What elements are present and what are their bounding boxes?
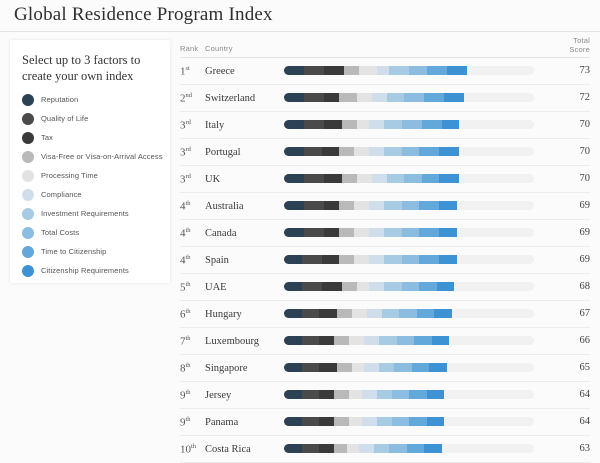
bar-segment — [342, 282, 357, 291]
bar-segment — [382, 309, 400, 318]
bar-segment — [439, 174, 459, 183]
legend-swatch-icon — [22, 189, 34, 201]
bar-segment — [354, 201, 369, 210]
bar-segment — [352, 363, 365, 372]
legend-swatch-icon — [22, 151, 34, 163]
bar-segment — [409, 390, 427, 399]
table-row[interactable] — [180, 85, 590, 112]
row-rank — [180, 389, 191, 402]
bar-segment — [337, 309, 352, 318]
row-rank-number: 3 — [180, 119, 186, 132]
legend-item-label: Visa-Free or Visa-on-Arrival Access — [41, 152, 163, 161]
legend-item-label: Investment Requirements — [41, 209, 129, 218]
bar-segment — [339, 228, 354, 237]
legend-item-label: Processing Time — [41, 171, 98, 180]
row-rank — [180, 308, 191, 321]
factor-selector-panel[interactable] — [10, 40, 170, 283]
row-total-score: 72 — [579, 92, 590, 103]
row-rank — [180, 335, 191, 348]
row-rank-number: 3 — [180, 173, 186, 186]
legend-item[interactable] — [22, 223, 162, 242]
table-row[interactable] — [180, 274, 590, 301]
table-row[interactable] — [180, 409, 590, 436]
legend-item-label: Compliance — [41, 190, 82, 199]
row-rank-suffix: th — [191, 443, 197, 450]
legend-item-label: Citizenship Requirements — [41, 266, 129, 275]
row-rank-number: 10 — [180, 443, 191, 456]
legend-swatch-icon — [22, 94, 34, 106]
bar-segment — [302, 309, 320, 318]
legend-swatch-icon — [22, 208, 34, 220]
legend-item[interactable] — [22, 261, 162, 280]
bar-segment — [334, 390, 349, 399]
bar-segment — [424, 444, 442, 453]
row-score-bar — [284, 444, 534, 453]
legend-item[interactable] — [22, 128, 162, 147]
row-score-bar — [284, 255, 534, 264]
row-score-bar — [284, 66, 534, 75]
row-rank-number: 6 — [180, 308, 186, 321]
bar-segment — [402, 282, 420, 291]
bar-segment — [377, 66, 390, 75]
bar-segment — [362, 417, 377, 426]
bar-segment — [404, 174, 422, 183]
row-total-score: 69 — [579, 227, 590, 238]
table-row[interactable] — [180, 328, 590, 355]
bar-segment — [439, 228, 457, 237]
legend-swatch-icon — [22, 227, 34, 239]
bar-segment — [324, 93, 339, 102]
row-score-bar — [284, 336, 534, 345]
factor-legend-list[interactable] — [22, 90, 162, 280]
row-rank-suffix: th — [185, 254, 191, 261]
row-country: Italy — [205, 120, 225, 131]
bar-segment — [349, 336, 364, 345]
table-row[interactable] — [180, 58, 590, 85]
row-rank-number: 4 — [180, 200, 186, 213]
bar-segment — [362, 390, 377, 399]
ranking-table — [180, 36, 590, 463]
row-rank — [180, 119, 191, 132]
row-rank — [180, 254, 191, 267]
bar-segment — [319, 363, 337, 372]
legend-swatch-icon — [22, 113, 34, 125]
row-rank-number: 4 — [180, 227, 186, 240]
bar-segment — [439, 147, 459, 156]
row-country: Hungary — [205, 309, 242, 320]
row-total-score: 68 — [579, 281, 590, 292]
row-country: Australia — [205, 201, 244, 212]
bar-segment — [284, 390, 302, 399]
row-rank — [180, 65, 190, 78]
row-rank-suffix: th — [185, 200, 191, 207]
row-total-score: 70 — [579, 119, 590, 130]
row-country: UAE — [205, 282, 227, 293]
row-score-bar — [284, 228, 534, 237]
row-rank-number: 9 — [180, 389, 186, 402]
bar-segment — [369, 228, 384, 237]
bar-segment — [359, 66, 377, 75]
bar-segment — [402, 228, 420, 237]
table-row[interactable] — [180, 166, 590, 193]
bar-segment — [404, 93, 424, 102]
legend-item-label: Quality of Life — [41, 114, 89, 123]
bar-segment — [402, 147, 420, 156]
bar-segment — [319, 309, 337, 318]
row-country: Jersey — [205, 390, 232, 401]
table-body — [180, 58, 590, 463]
bar-segment — [304, 228, 324, 237]
row-country: Panama — [205, 417, 239, 428]
bar-segment — [324, 120, 342, 129]
bar-segment — [339, 201, 354, 210]
bar-segment — [402, 201, 420, 210]
bar-segment — [409, 417, 427, 426]
legend-swatch-icon — [22, 246, 34, 258]
bar-segment — [359, 444, 374, 453]
row-rank — [180, 92, 192, 105]
bar-segment — [439, 255, 457, 264]
bar-segment — [349, 390, 362, 399]
bar-segment — [284, 282, 302, 291]
bar-segment — [417, 309, 435, 318]
legend-item-label: Tax — [41, 133, 53, 142]
bar-segment — [369, 120, 384, 129]
row-rank-number: 3 — [180, 146, 186, 159]
bar-segment — [284, 309, 302, 318]
bar-segment — [334, 444, 347, 453]
bar-segment — [284, 417, 302, 426]
bar-segment — [384, 120, 402, 129]
legend-item[interactable] — [22, 109, 162, 128]
bar-segment — [384, 201, 402, 210]
bar-segment — [357, 174, 372, 183]
row-total-score: 70 — [579, 173, 590, 184]
bar-segment — [357, 120, 370, 129]
legend-item[interactable] — [22, 90, 162, 109]
bar-segment — [442, 120, 460, 129]
column-header-total-score: Total Score — [569, 36, 590, 54]
bar-segment — [304, 147, 322, 156]
page-title: Global Residence Program Index — [14, 4, 273, 25]
row-rank-suffix: th — [185, 362, 191, 369]
row-rank — [180, 281, 191, 294]
bar-segment — [322, 255, 340, 264]
row-score-bar — [284, 93, 534, 102]
row-rank-suffix: th — [185, 227, 191, 234]
row-total-score: 70 — [579, 146, 590, 157]
table-row[interactable] — [180, 436, 590, 463]
legend-item-label: Total Costs — [41, 228, 80, 237]
bar-segment — [284, 255, 302, 264]
bar-segment — [389, 66, 409, 75]
row-rank — [180, 362, 191, 375]
row-country: UK — [205, 174, 221, 185]
bar-segment — [429, 363, 447, 372]
legend-item-label: Time to Citizenship — [41, 247, 107, 256]
bar-segment — [302, 417, 320, 426]
bar-segment — [302, 255, 322, 264]
bar-segment — [422, 120, 442, 129]
bar-segment — [392, 417, 410, 426]
bar-segment — [324, 174, 342, 183]
row-score-bar — [284, 174, 534, 183]
column-header-rank: Rank — [180, 44, 199, 53]
row-total-score: 73 — [579, 65, 590, 76]
bar-segment — [397, 336, 415, 345]
bar-segment — [319, 336, 334, 345]
bar-segment — [284, 66, 304, 75]
bar-segment — [407, 444, 425, 453]
bar-segment — [324, 201, 339, 210]
bar-segment — [402, 120, 422, 129]
bar-segment — [412, 363, 430, 372]
bar-segment — [302, 282, 322, 291]
bar-segment — [369, 282, 384, 291]
bar-segment — [422, 174, 440, 183]
bar-segment — [339, 147, 354, 156]
row-rank-number: 2 — [180, 92, 186, 105]
bar-segment — [419, 228, 439, 237]
bar-segment — [419, 147, 439, 156]
row-rank-number: 7 — [180, 335, 186, 348]
row-rank-suffix: th — [185, 416, 191, 423]
bar-segment — [364, 336, 379, 345]
row-score-bar — [284, 309, 534, 318]
bar-segment — [304, 66, 324, 75]
bar-segment — [424, 93, 444, 102]
table-row[interactable] — [180, 301, 590, 328]
row-score-bar — [284, 147, 534, 156]
bar-segment — [392, 390, 410, 399]
bar-segment — [302, 390, 320, 399]
bar-segment — [284, 363, 302, 372]
legend-swatch-icon — [22, 265, 34, 277]
bar-segment — [352, 309, 367, 318]
row-country: Switzerland — [205, 93, 256, 104]
legend-swatch-icon — [22, 170, 34, 182]
table-row[interactable] — [180, 193, 590, 220]
bar-segment — [324, 228, 339, 237]
row-rank — [180, 443, 196, 456]
row-total-score: 63 — [579, 443, 590, 454]
bar-segment — [427, 390, 445, 399]
bar-segment — [342, 120, 357, 129]
bar-segment — [302, 444, 320, 453]
bar-segment — [334, 336, 349, 345]
row-rank — [180, 173, 191, 186]
row-country: Canada — [205, 228, 237, 239]
row-rank-suffix: th — [185, 308, 191, 315]
bar-segment — [334, 417, 349, 426]
row-country: Spain — [205, 255, 229, 266]
bar-segment — [367, 309, 382, 318]
bar-segment — [304, 93, 324, 102]
legend-item[interactable] — [22, 147, 162, 166]
bar-segment — [284, 228, 304, 237]
bar-segment — [437, 282, 455, 291]
bar-segment — [369, 147, 384, 156]
bar-segment — [447, 66, 467, 75]
row-total-score: 65 — [579, 362, 590, 373]
bar-segment — [402, 255, 420, 264]
row-country: Luxembourg — [205, 336, 260, 347]
row-total-score: 69 — [579, 200, 590, 211]
bar-segment — [409, 66, 427, 75]
row-rank-suffix: rd — [185, 119, 191, 126]
row-country: Greece — [205, 66, 235, 77]
row-total-score: 69 — [579, 254, 590, 265]
row-total-score: 64 — [579, 389, 590, 400]
table-row[interactable] — [180, 139, 590, 166]
bar-segment — [354, 228, 369, 237]
bar-segment — [372, 93, 387, 102]
bar-segment — [387, 93, 405, 102]
row-rank-number: 9 — [180, 416, 186, 429]
bar-segment — [444, 93, 464, 102]
legend-swatch-icon — [22, 132, 34, 144]
bar-segment — [347, 444, 360, 453]
table-header-row — [180, 36, 590, 58]
bar-segment — [284, 336, 302, 345]
bar-segment — [319, 417, 334, 426]
row-rank-number: 5 — [180, 281, 186, 294]
bar-segment — [399, 309, 417, 318]
row-total-score: 64 — [579, 416, 590, 427]
table-row[interactable] — [180, 247, 590, 274]
row-score-bar — [284, 390, 534, 399]
bar-segment — [364, 363, 379, 372]
bar-segment — [372, 174, 387, 183]
bar-segment — [427, 66, 447, 75]
row-score-bar — [284, 417, 534, 426]
table-row[interactable] — [180, 112, 590, 139]
row-country: Portugal — [205, 147, 241, 158]
bar-segment — [339, 93, 357, 102]
legend-item[interactable] — [22, 166, 162, 185]
legend-item[interactable] — [22, 242, 162, 261]
title-divider — [0, 31, 600, 32]
bar-segment — [384, 228, 402, 237]
bar-segment — [427, 417, 445, 426]
bar-segment — [414, 336, 432, 345]
table-row[interactable] — [180, 220, 590, 247]
table-row[interactable] — [180, 355, 590, 382]
bar-segment — [357, 93, 372, 102]
bar-segment — [369, 255, 384, 264]
bar-segment — [322, 282, 342, 291]
bar-segment — [379, 363, 394, 372]
bar-segment — [394, 363, 412, 372]
bar-segment — [419, 255, 439, 264]
row-country: Singapore — [205, 363, 248, 374]
bar-segment — [302, 363, 320, 372]
bar-segment — [374, 444, 389, 453]
row-rank-suffix: rd — [185, 173, 191, 180]
row-rank-suffix: th — [185, 389, 191, 396]
bar-segment — [284, 201, 304, 210]
row-rank-number: 1 — [180, 65, 186, 78]
bar-segment — [384, 147, 402, 156]
bar-segment — [304, 201, 324, 210]
row-rank — [180, 227, 191, 240]
bar-segment — [369, 201, 384, 210]
legend-item[interactable] — [22, 185, 162, 204]
bar-segment — [354, 147, 369, 156]
row-total-score: 66 — [579, 335, 590, 346]
bar-segment — [339, 255, 354, 264]
row-rank — [180, 416, 191, 429]
bar-segment — [419, 201, 439, 210]
row-rank-suffix: th — [185, 281, 191, 288]
row-rank-number: 8 — [180, 362, 186, 375]
row-rank-suffix: st — [185, 65, 190, 72]
bar-segment — [387, 174, 405, 183]
row-rank — [180, 200, 191, 213]
bar-segment — [337, 363, 352, 372]
row-score-bar — [284, 120, 534, 129]
row-rank-number: 4 — [180, 254, 186, 267]
bar-segment — [384, 282, 402, 291]
bar-segment — [284, 93, 304, 102]
bar-segment — [439, 201, 457, 210]
row-total-score: 67 — [579, 308, 590, 319]
row-rank — [180, 146, 191, 159]
table-row[interactable] — [180, 382, 590, 409]
bar-segment — [384, 255, 402, 264]
bar-segment — [304, 174, 324, 183]
row-score-bar — [284, 363, 534, 372]
bar-segment — [377, 417, 392, 426]
factor-selector-heading: Select up to 3 factors to create your own index — [22, 53, 141, 83]
bar-segment — [354, 255, 369, 264]
bar-segment — [284, 444, 302, 453]
row-rank-suffix: rd — [185, 146, 191, 153]
bar-segment — [357, 282, 370, 291]
row-country: Costa Rica — [205, 444, 251, 455]
bar-segment — [322, 147, 340, 156]
row-score-bar — [284, 282, 534, 291]
bar-segment — [344, 66, 359, 75]
bar-segment — [379, 336, 397, 345]
bar-segment — [342, 174, 357, 183]
bar-segment — [434, 309, 452, 318]
legend-item-label: Reputation — [41, 95, 79, 104]
legend-item[interactable] — [22, 204, 162, 223]
bar-segment — [432, 336, 450, 345]
bar-segment — [319, 390, 334, 399]
row-rank-suffix: nd — [185, 92, 192, 99]
row-rank-suffix: th — [185, 335, 191, 342]
bar-segment — [304, 120, 324, 129]
bar-segment — [349, 417, 362, 426]
bar-segment — [302, 336, 320, 345]
column-header-country: Country — [205, 44, 233, 53]
bar-segment — [324, 66, 344, 75]
bar-segment — [419, 282, 437, 291]
bar-segment — [377, 390, 392, 399]
row-score-bar — [284, 201, 534, 210]
bar-segment — [284, 147, 304, 156]
bar-segment — [319, 444, 334, 453]
bar-segment — [284, 174, 304, 183]
bar-segment — [389, 444, 407, 453]
bar-segment — [284, 120, 304, 129]
